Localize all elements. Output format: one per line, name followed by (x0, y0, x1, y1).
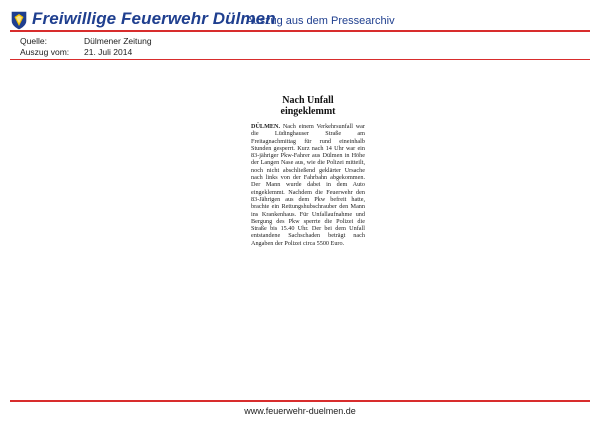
newspaper-clipping (251, 95, 365, 247)
footer-divider (10, 400, 590, 402)
archive-subtitle: Auszug aus dem Pressearchiv (246, 15, 395, 27)
article-body (251, 123, 365, 247)
footer-website-link[interactable]: www.feuerwehr-duelmen.de (244, 406, 356, 416)
date-value: 21. Juli 2014 (84, 47, 133, 57)
organization-title: Freiwillige Feuerwehr Dülmen (32, 9, 276, 28)
source-value: Dülmener Zeitung (84, 36, 152, 46)
headline-line: eingeklemmt (280, 106, 336, 117)
article-dateline: DÜLMEN. (251, 123, 281, 130)
headline-line: Nach Unfall (282, 95, 334, 106)
meta-divider (10, 59, 590, 60)
article-headline (251, 95, 365, 117)
header-divider (10, 30, 590, 32)
source-label: Quelle: (20, 36, 47, 46)
article-text: Nach einem Verkehrsunfall war die Lüdinghauser Straße am Freitagnachmittag für rund eineinhalb Stunden gesperrt. Kurz nach 14 Uhr war ein 83-jähriger Pkw-Fahrer aus Dülmen in Höhe der Langen Nase aus, wie die Polizei mitteilt, noch nicht abschließend geklärter Ursache nach links von der Fahrbahn abgekommen. Der Mann wurde dabei in dem Auto eingeklemmt. Nachdem die Feuerwehr den 83-Jährigen aus dem Pkw befreit hatte, brachte ein Rettungshubschrauber den Mann ins Krankenhaus. Für Unfallaufnahme und Bergung des Pkw sperrte die Polizei die Straße bis 15.40 Uhr. Der bei dem Unfall entstandene Sachschaden beträgt nach Angaben der Polizei circa 5500 Euro. (251, 123, 365, 247)
date-label: Auszug vom: (20, 47, 70, 57)
duelmen-crest-icon (11, 11, 27, 30)
